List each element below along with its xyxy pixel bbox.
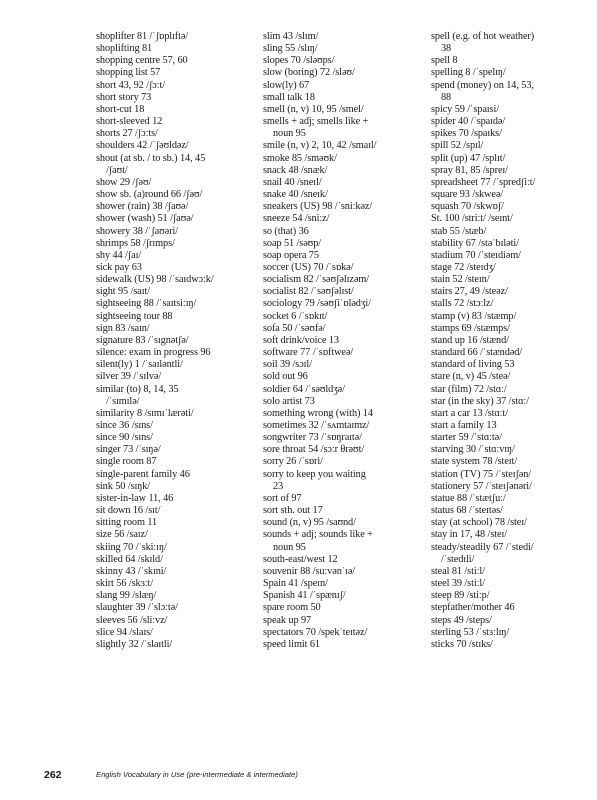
index-entry: since 36 /sɪns/ — [96, 420, 153, 431]
index-entry: slow (boring) 72 /sləʊ/ — [263, 67, 355, 79]
index-entry: slice 94 /slaɪs/ — [96, 626, 153, 638]
index-entry: sneeze 54 /sniːz/ — [263, 213, 330, 225]
index-entry: squash 70 /skwɒʃ/ — [431, 201, 504, 213]
index-entry: shoplifting 81 — [96, 43, 153, 55]
index-entry: stability 67 /stəˈbɪləti/ — [431, 237, 519, 249]
index-entry: steal 81 /stiːl/ — [431, 565, 485, 577]
index-entry: sign 83 /saɪn/ — [96, 322, 150, 334]
index-entry: sticks 70 /stɪks/ — [431, 638, 493, 650]
index-entry: start a family 13 — [431, 420, 497, 431]
index-entry: singer 73 /ˈsɪŋə/ — [96, 444, 161, 456]
index-entry: spare room 50 — [263, 602, 321, 614]
index-entry: sitting room 11 — [96, 517, 158, 529]
index-entry: sleeves 56 /sliːvz/ — [96, 614, 168, 626]
index-entry: shoplifter 81 /ˈʃɒplɪftə/ — [96, 31, 189, 42]
index-entry: shorts 27 /ʃɔːts/ — [96, 128, 158, 140]
index-entry: spreadsheet 77 /ˈspredʃiːt/ — [431, 176, 536, 188]
index-entry: slaughter 39 /ˈslɔːtə/ — [96, 602, 178, 614]
index-entry-continuation: 23 — [273, 480, 284, 492]
index-entry: stay (at school) 78 /steɪ/ — [431, 517, 527, 529]
page-number: 262 — [44, 769, 62, 781]
index-entry: stamp (v) 83 /stæmp/ — [431, 310, 517, 322]
index-entry: statue 88 /ˈstætʃuː/ — [431, 492, 506, 504]
index-entry-continuation: /ˈstedɪli/ — [441, 553, 475, 565]
index-entry: short 43, 92 /ʃɔːt/ — [96, 79, 166, 91]
page-footer — [0, 769, 597, 783]
index-entry: sling 55 /slɪŋ/ — [263, 43, 318, 55]
index-entry: snack 48 /snæk/ — [263, 164, 328, 176]
index-entry: steep 89 /stiːp/ — [431, 590, 490, 602]
index-entry: smoke 85 /sməʊk/ — [263, 152, 337, 164]
index-entry: sociology 79 /səʊʃiˈɒlədʒi/ — [263, 298, 371, 310]
index-entry: skiing 70 /ˈskiːɪŋ/ — [96, 541, 167, 553]
index-entry: stab 55 /stæb/ — [431, 225, 487, 237]
index-entry: sort of 97 — [263, 492, 302, 504]
index-entry: stepfather/mother 46 — [431, 602, 515, 614]
index-entry: show sb. (a)round 66 /ʃəʊ/ — [96, 189, 203, 201]
index-entry: stationery 57 /ˈsteɪʃənəri/ — [431, 480, 532, 492]
index-entry: shower (wash) 51 /ʃaʊə/ — [96, 213, 194, 225]
index-entry: stalls 72 /stɔːlz/ — [431, 298, 494, 310]
index-entry: status 68 /ˈsteɪtəs/ — [431, 505, 503, 517]
index-entry: star (in the sky) 37 /stɑː/ — [431, 395, 529, 407]
index-entry: short-cut 18 — [96, 103, 145, 115]
index-entry: shower (rain) 38 /ʃaʊə/ — [96, 201, 189, 213]
index-entry: sick pay 63 — [96, 261, 142, 273]
index-entry: skirt 56 /skɜːt/ — [96, 578, 154, 590]
index-entry: sofa 50 /ˈsəʊfə/ — [263, 322, 326, 334]
index-entry: smell (n, v) 10, 95 /smel/ — [263, 103, 364, 115]
index-entry: start a car 13 /stɑːt/ — [431, 407, 508, 419]
index-entry: stand up 16 /stænd/ — [431, 334, 509, 346]
index-entry: short story 73 — [96, 91, 152, 103]
index-entry: socket 6 /ˈsɒkɪt/ — [263, 310, 328, 322]
index-entry: soft drink/voice 13 — [263, 334, 339, 346]
index-entry: since 90 /sɪns/ — [96, 432, 153, 444]
index-entry: steel 39 /stiːl/ — [431, 578, 485, 590]
index-entry: spell (e.g. of hot weather) — [431, 31, 535, 42]
index-entry: standard 66 /ˈstændəd/ — [431, 347, 523, 359]
index-entry: spicy 59 /ˈspaɪsi/ — [431, 103, 499, 115]
index-entry: skilled 64 /skɪld/ — [96, 553, 163, 565]
index-entry: sort sth. out 17 — [263, 505, 323, 517]
index-entry: speed limit 61 — [263, 638, 320, 650]
index-entry: shout (at sb. / to sb.) 14, 45 — [96, 152, 206, 164]
index-entry: skinny 43 /ˈskɪni/ — [96, 565, 167, 577]
index-entry: sink 50 /sɪŋk/ — [96, 480, 151, 492]
index-entry: songwriter 73 /ˈsɒŋraɪtə/ — [263, 432, 362, 444]
index-entry: sore throat 54 /sɔːr θrəʊt/ — [263, 444, 365, 456]
index-column-2 — [263, 31, 429, 651]
index-entry: sorry 26 /ˈsɒri/ — [263, 456, 323, 468]
index-entry: stain 52 /steɪn/ — [431, 274, 490, 286]
index-entry: similarity 8 /sɪmɪˈlærəti/ — [96, 407, 194, 419]
index-entry: station (TV) 75 /ˈsteɪʃən/ — [431, 468, 532, 480]
index-entry: soap 51 /səʊp/ — [263, 237, 322, 249]
index-column-1 — [96, 31, 262, 651]
index-entry: signature 83 /ˈsɪgnətʃə/ — [96, 334, 189, 346]
index-entry: soldier 64 /ˈsəʊldʒə/ — [263, 383, 345, 395]
index-entry: St. 100 /striːt/ /seɪnt/ — [431, 213, 513, 225]
index-entry: shopping list 57 — [96, 67, 161, 79]
index-entry: sightseeing 88 /ˈsaɪtsiːɪŋ/ — [96, 298, 197, 310]
index-entry: stay in 17, 48 /steɪ/ — [431, 529, 507, 541]
index-entry: south-east/west 12 — [263, 553, 338, 565]
index-entry: starter 59 /ˈstɑːtə/ — [431, 432, 502, 444]
index-entry: slopes 70 /sləʊps/ — [263, 55, 335, 67]
index-entry-continuation: 38 — [441, 43, 452, 55]
index-entry: sightseeing tour 88 — [96, 310, 173, 322]
index-entry: single-parent family 46 — [96, 468, 190, 480]
index-entry: stadium 70 /ˈsteɪdiəm/ — [431, 249, 521, 261]
index-entry: snake 40 /sneɪk/ — [263, 189, 328, 201]
index-entry: spend (money) on 14, 53, — [431, 79, 534, 91]
index-entry: smells + adj; smells like + — [263, 116, 369, 128]
index-entry: socialist 82 /ˈsəʊʃəlɪst/ — [263, 286, 354, 298]
index-entry: Spanish 41 /ˈspænɪʃ/ — [263, 590, 346, 602]
index-entry: spill 52 /spɪl/ — [431, 140, 484, 152]
index-entry: sold out 96 — [263, 371, 308, 383]
index-entry: spider 40 /ˈspaɪdə/ — [431, 116, 506, 128]
index-entry: snail 40 /sneɪl/ — [263, 176, 322, 188]
index-entry: spell 8 — [431, 55, 458, 67]
index-entry-continuation: /ʃaʊt/ — [106, 164, 128, 176]
index-entry: square 93 /skweə/ — [431, 189, 504, 201]
index-entry: single room 87 — [96, 456, 157, 468]
index-entry: sounds + adj; sounds like + — [263, 529, 373, 541]
index-entry: software 77 /ˈsɒftweə/ — [263, 347, 354, 359]
index-entry: standard of living 53 — [431, 359, 515, 371]
index-entry: soap opera 75 — [263, 249, 319, 261]
index-entry: souvenir 88 /suːvənˈɪə/ — [263, 565, 356, 577]
index-entry: so (that) 36 — [263, 225, 309, 237]
index-entry-continuation: noun 95 — [273, 128, 306, 140]
index-entry: sister-in-law 11, 46 — [96, 492, 174, 504]
index-entry: speak up 97 — [263, 614, 312, 626]
index-entry: soccer (US) 70 /ˈsɒkə/ — [263, 261, 354, 273]
index-entry: spectators 70 /spekˈteɪtəz/ — [263, 626, 368, 638]
index-entry-continuation: 88 — [441, 91, 452, 103]
index-entry: solo artist 73 — [263, 395, 315, 407]
index-entry: starving 30 /ˈstɑːvɪŋ/ — [431, 444, 515, 456]
index-entry: stage 72 /steɪdʒ/ — [431, 261, 496, 273]
index-entry: silent(ly) 1 /ˈsaɪləntli/ — [96, 359, 183, 371]
index-entry: steady/steadily 67 /ˈstedi/ — [431, 541, 534, 553]
index-entry: shy 44 /ʃaɪ/ — [96, 249, 142, 261]
index-entry: silver 39 /ˈsɪlvə/ — [96, 371, 162, 383]
index-entry: silence: exam in progress 96 — [96, 347, 211, 359]
index-entry: sterling 53 /ˈstɜːlɪŋ/ — [431, 626, 510, 638]
index-entry-continuation: /ˈsɪmɪlə/ — [106, 395, 140, 407]
index-entry: something wrong (with) 14 — [263, 407, 373, 419]
index-entry: sound (n, v) 95 /saʊnd/ — [263, 517, 356, 529]
index-entry: soil 39 /sɔɪl/ — [263, 359, 312, 371]
index-entry: stairs 27, 49 /steəz/ — [431, 286, 508, 298]
index-entry: slow(ly) 67 — [263, 79, 310, 91]
index-entry: show 29 /ʃəʊ/ — [96, 176, 152, 188]
index-entry-continuation: noun 95 — [273, 541, 306, 553]
index-entry: shrimps 58 /ʃrɪmps/ — [96, 237, 175, 249]
index-entry: sight 95 /saɪt/ — [96, 286, 150, 298]
index-entry: stare (n, v) 45 /steə/ — [431, 371, 511, 383]
index-entry: steps 49 /steps/ — [431, 614, 492, 626]
index-entry: slim 43 /slɪm/ — [263, 31, 319, 42]
index-entry: slightly 32 /ˈslaɪtli/ — [96, 638, 173, 650]
index-entry: spikes 70 /spaɪks/ — [431, 128, 502, 140]
index-entry: shopping centre 57, 60 — [96, 55, 188, 67]
index-entry: spray 81, 85 /spreɪ/ — [431, 164, 508, 176]
index-entry: state system 78 /steɪt/ — [431, 456, 518, 468]
index-entry: small talk 18 — [263, 91, 315, 103]
index-entry: stamps 69 /stæmps/ — [431, 322, 510, 334]
index-entry: slang 99 /slæŋ/ — [96, 590, 157, 602]
index-entry: similar (to) 8, 14, 35 — [96, 383, 179, 395]
book-title: English Vocabulary in Use (pre-intermediate & intermediate) — [96, 770, 298, 779]
index-entry: sit down 16 /sɪt/ — [96, 505, 161, 517]
index-entry: sometimes 32 /ˈsʌmtaɪmz/ — [263, 420, 370, 431]
index-entry: split (up) 47 /splɪt/ — [431, 152, 506, 164]
index-entry: shoulders 42 /ˈʃəʊldəz/ — [96, 140, 189, 152]
index-entry: sneakers (US) 98 /ˈsniːkəz/ — [263, 201, 373, 213]
index-entry: socialism 82 /ˈsəʊʃəlɪzəm/ — [263, 274, 369, 286]
index-entry: showery 38 /ˈʃaʊəri/ — [96, 225, 178, 237]
index-entry: Spain 41 /speɪn/ — [263, 578, 328, 590]
index-entry: star (film) 72 /stɑː/ — [431, 383, 507, 395]
index-entry: size 56 /saɪz/ — [96, 529, 148, 541]
index-column-3 — [431, 31, 589, 651]
index-entry: smile (n, v) 2, 10, 42 /smaɪl/ — [263, 140, 377, 152]
index-entry: spelling 8 /ˈspelɪŋ/ — [431, 67, 506, 79]
index-entry: short-sleeved 12 — [96, 116, 163, 128]
index-entry: sorry to keep you waiting — [263, 468, 366, 480]
index-entry: sidewalk (US) 98 /ˈsaɪdwɔːk/ — [96, 274, 214, 286]
